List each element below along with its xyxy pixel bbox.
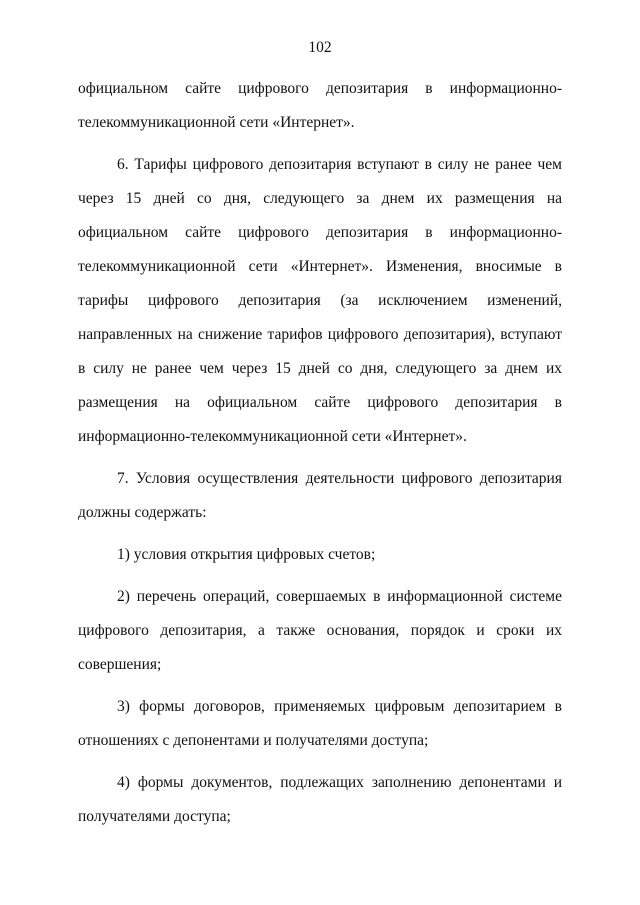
- list-item-3: 3) формы договоров, применяемых цифровым депозитарием в отношениях с депонентами и получателями доступа;: [78, 698, 562, 749]
- paragraph-continuation: официальном сайте цифрового депозитария в информационно-телекоммуникационной сети «Интернет».: [78, 80, 562, 131]
- document-body: [78, 72, 562, 834]
- page-number: 102: [308, 39, 332, 56]
- list-item-4: 4) формы документов, подлежащих заполнению депонентами и получателями доступа;: [78, 774, 562, 825]
- paragraph-item-7: 7. Условия осуществления деятельности цифрового депозитария должны содержать:: [78, 470, 562, 521]
- list-item-2: 2) перечень операций, совершаемых в информационной системе цифрового депозитария, а также основания, порядок и сроки их совершения;: [78, 588, 562, 673]
- list-item-1: 1) условия открытия цифровых счетов;: [117, 546, 376, 563]
- paragraph-item-6: 6. Тарифы цифрового депозитария вступают в силу не ранее чем через 15 дней со дня, следующего за днем их размещения на официальном сайте цифрового депозитария в информационно-телекоммуникационной сети «Интернет». Изменения, вносимые в тарифы цифрового депозитария (за исключением изменений, направленных на снижение тарифов цифрового депозитария), вступают в силу не ранее чем через 15 дней со дня, следующего за днем их размещения на официальном сайте цифрового депозитария в информационно-телекоммуникационной сети «Интернет».: [78, 156, 562, 445]
